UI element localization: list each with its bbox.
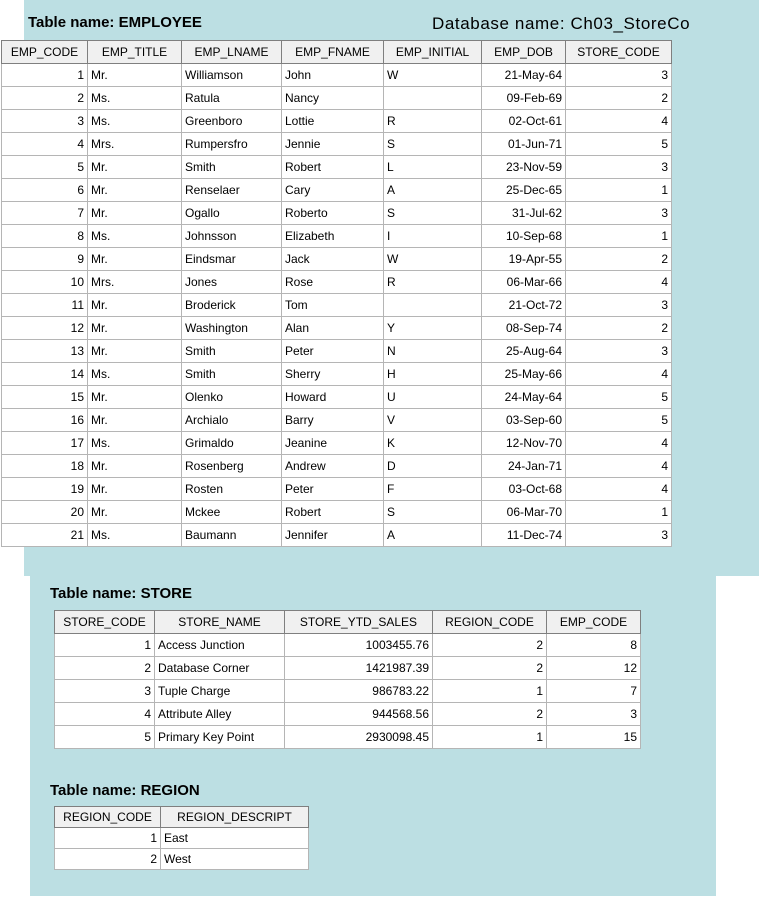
employee-cell: V xyxy=(384,409,482,432)
employee-cell: Renselaer xyxy=(182,179,282,202)
employee-cell: 18 xyxy=(2,455,88,478)
employee-cell: 2 xyxy=(566,248,672,271)
employee-cell: Mr. xyxy=(88,340,182,363)
store-table-row xyxy=(55,703,641,726)
store-header-row xyxy=(55,611,641,634)
employee-cell: Olenko xyxy=(182,386,282,409)
employee-table xyxy=(1,40,672,547)
employee-cell: 4 xyxy=(566,110,672,133)
store-cell: 2 xyxy=(433,634,547,657)
employee-cell: Mr. xyxy=(88,64,182,87)
store-cell: 4 xyxy=(55,703,155,726)
employee-cell: Peter xyxy=(282,478,384,501)
employee-cell: 25-Dec-65 xyxy=(482,179,566,202)
employee-cell: Barry xyxy=(282,409,384,432)
employee-cell: 8 xyxy=(2,225,88,248)
employee-cell: Andrew xyxy=(282,455,384,478)
employee-cell xyxy=(384,294,482,317)
employee-table-row xyxy=(2,179,672,202)
employee-cell: S xyxy=(384,501,482,524)
region-table-title: Table name: REGION xyxy=(50,782,200,799)
employee-cell: Peter xyxy=(282,340,384,363)
employee-cell: 11-Dec-74 xyxy=(482,524,566,547)
employee-cell: Rumpersfro xyxy=(182,133,282,156)
employee-cell: 3 xyxy=(566,64,672,87)
employee-cell: 10-Sep-68 xyxy=(482,225,566,248)
employee-cell: W xyxy=(384,64,482,87)
store-cell: Database Corner xyxy=(155,657,285,680)
employee-cell: 06-Mar-70 xyxy=(482,501,566,524)
employee-cell: Mr. xyxy=(88,386,182,409)
employee-cell: Ms. xyxy=(88,110,182,133)
store-table-row xyxy=(55,634,641,657)
employee-cell: Ms. xyxy=(88,87,182,110)
employee-cell: 1 xyxy=(566,501,672,524)
employee-cell: 6 xyxy=(2,179,88,202)
employee-cell: Eindsmar xyxy=(182,248,282,271)
employee-cell: R xyxy=(384,110,482,133)
employee-cell: 19-Apr-55 xyxy=(482,248,566,271)
store-column-header: EMP_CODE xyxy=(547,611,641,634)
employee-cell: 17 xyxy=(2,432,88,455)
employee-cell: Jack xyxy=(282,248,384,271)
employee-table-row xyxy=(2,340,672,363)
employee-cell: 3 xyxy=(2,110,88,133)
employee-cell: 4 xyxy=(2,133,88,156)
employee-cell: Mr. xyxy=(88,248,182,271)
store-cell: Primary Key Point xyxy=(155,726,285,749)
store-cell: 2 xyxy=(55,657,155,680)
employee-cell: Johnsson xyxy=(182,225,282,248)
employee-cell: Smith xyxy=(182,340,282,363)
employee-cell: 10 xyxy=(2,271,88,294)
employee-table-row xyxy=(2,363,672,386)
employee-column-header: EMP_DOB xyxy=(482,41,566,64)
employee-cell: 2 xyxy=(566,317,672,340)
store-table-title: Table name: STORE xyxy=(50,585,192,602)
employee-cell: Ogallo xyxy=(182,202,282,225)
employee-cell: U xyxy=(384,386,482,409)
employee-table-row xyxy=(2,432,672,455)
employee-cell: Mr. xyxy=(88,501,182,524)
employee-cell: 5 xyxy=(566,133,672,156)
employee-column-header: EMP_LNAME xyxy=(182,41,282,64)
employee-cell: Greenboro xyxy=(182,110,282,133)
employee-cell: Mr. xyxy=(88,409,182,432)
employee-cell: 24-May-64 xyxy=(482,386,566,409)
employee-cell: S xyxy=(384,133,482,156)
employee-cell: Nancy xyxy=(282,87,384,110)
employee-cell: Rosenberg xyxy=(182,455,282,478)
employee-table-row xyxy=(2,87,672,110)
store-column-header: STORE_NAME xyxy=(155,611,285,634)
employee-table-row xyxy=(2,478,672,501)
employee-cell: I xyxy=(384,225,482,248)
region-column-header: REGION_DESCRIPT xyxy=(161,807,309,828)
store-table-row xyxy=(55,680,641,703)
database-name-label: Database name: Ch03_StoreCo xyxy=(432,14,691,33)
employee-table-row xyxy=(2,409,672,432)
employee-cell: 02-Oct-61 xyxy=(482,110,566,133)
store-table-body xyxy=(55,634,641,749)
store-cell: 1421987.39 xyxy=(285,657,433,680)
employee-cell: 1 xyxy=(566,179,672,202)
employee-table-row xyxy=(2,455,672,478)
employee-cell: Tom xyxy=(282,294,384,317)
employee-cell: 14 xyxy=(2,363,88,386)
employee-table-row xyxy=(2,133,672,156)
employee-cell: Jones xyxy=(182,271,282,294)
employee-cell: Mrs. xyxy=(88,271,182,294)
employee-cell: A xyxy=(384,179,482,202)
employee-cell: Smith xyxy=(182,363,282,386)
employee-cell: Ratula xyxy=(182,87,282,110)
employee-cell: Robert xyxy=(282,501,384,524)
employee-column-header: STORE_CODE xyxy=(566,41,672,64)
employee-cell: 25-Aug-64 xyxy=(482,340,566,363)
employee-cell: Sherry xyxy=(282,363,384,386)
employee-cell: 03-Sep-60 xyxy=(482,409,566,432)
employee-cell: 3 xyxy=(566,202,672,225)
employee-table-row xyxy=(2,64,672,87)
region-cell: 2 xyxy=(55,849,161,870)
employee-table-row xyxy=(2,501,672,524)
employee-cell: 3 xyxy=(566,524,672,547)
store-cell: 3 xyxy=(55,680,155,703)
employee-cell: 31-Jul-62 xyxy=(482,202,566,225)
employee-cell: Alan xyxy=(282,317,384,340)
employee-cell: N xyxy=(384,340,482,363)
employee-cell: Ms. xyxy=(88,432,182,455)
region-table-row xyxy=(55,828,309,849)
store-cell: 15 xyxy=(547,726,641,749)
store-table xyxy=(54,610,641,749)
employee-column-header: EMP_FNAME xyxy=(282,41,384,64)
employee-cell: Ms. xyxy=(88,225,182,248)
employee-cell: Washington xyxy=(182,317,282,340)
employee-table-row xyxy=(2,294,672,317)
employee-cell: Mr. xyxy=(88,317,182,340)
employee-cell: 20 xyxy=(2,501,88,524)
employee-cell: Mr. xyxy=(88,478,182,501)
employee-cell: 2 xyxy=(566,87,672,110)
employee-cell: Mrs. xyxy=(88,133,182,156)
store-cell: Access Junction xyxy=(155,634,285,657)
employee-cell: 5 xyxy=(566,409,672,432)
store-cell: 7 xyxy=(547,680,641,703)
employee-cell: Rose xyxy=(282,271,384,294)
employee-column-header: EMP_TITLE xyxy=(88,41,182,64)
employee-cell: 4 xyxy=(566,478,672,501)
store-cell: 3 xyxy=(547,703,641,726)
store-cell: 2930098.45 xyxy=(285,726,433,749)
employee-cell: Lottie xyxy=(282,110,384,133)
store-cell: 1 xyxy=(55,634,155,657)
employee-cell xyxy=(384,87,482,110)
employee-cell: Mckee xyxy=(182,501,282,524)
employee-cell: Jeanine xyxy=(282,432,384,455)
employee-cell: 1 xyxy=(566,225,672,248)
employee-table-row xyxy=(2,225,672,248)
employee-cell: 9 xyxy=(2,248,88,271)
employee-column-header: EMP_CODE xyxy=(2,41,88,64)
region-cell: East xyxy=(161,828,309,849)
employee-cell: Robert xyxy=(282,156,384,179)
employee-cell: Mr. xyxy=(88,156,182,179)
employee-cell: 01-Jun-71 xyxy=(482,133,566,156)
employee-header-row xyxy=(2,41,672,64)
employee-cell: Williamson xyxy=(182,64,282,87)
employee-cell: Rosten xyxy=(182,478,282,501)
store-column-header: STORE_CODE xyxy=(55,611,155,634)
employee-cell: Y xyxy=(384,317,482,340)
employee-cell: Cary xyxy=(282,179,384,202)
store-cell: 986783.22 xyxy=(285,680,433,703)
employee-table-row xyxy=(2,271,672,294)
store-cell: 8 xyxy=(547,634,641,657)
employee-cell: 2 xyxy=(2,87,88,110)
employee-cell: Ms. xyxy=(88,363,182,386)
employee-cell: 09-Feb-69 xyxy=(482,87,566,110)
employee-table-row xyxy=(2,110,672,133)
store-cell: Tuple Charge xyxy=(155,680,285,703)
store-cell: 5 xyxy=(55,726,155,749)
employee-table-title: Table name: EMPLOYEE xyxy=(28,14,202,31)
employee-cell: Jennifer xyxy=(282,524,384,547)
employee-table-row xyxy=(2,386,672,409)
employee-cell: Howard xyxy=(282,386,384,409)
employee-cell: 15 xyxy=(2,386,88,409)
store-cell: 2 xyxy=(433,703,547,726)
employee-table-row xyxy=(2,317,672,340)
employee-table-row xyxy=(2,202,672,225)
employee-cell: Baumann xyxy=(182,524,282,547)
employee-cell: Smith xyxy=(182,156,282,179)
employee-cell: 25-May-66 xyxy=(482,363,566,386)
employee-cell: 24-Jan-71 xyxy=(482,455,566,478)
store-cell: 2 xyxy=(433,657,547,680)
employee-cell: F xyxy=(384,478,482,501)
employee-cell: 7 xyxy=(2,202,88,225)
employee-cell: Mr. xyxy=(88,179,182,202)
employee-cell: 5 xyxy=(2,156,88,179)
employee-cell: Roberto xyxy=(282,202,384,225)
employee-cell: 4 xyxy=(566,432,672,455)
employee-cell: 16 xyxy=(2,409,88,432)
employee-cell: 06-Mar-66 xyxy=(482,271,566,294)
region-table-body xyxy=(55,828,309,870)
employee-cell: H xyxy=(384,363,482,386)
employee-cell: 08-Sep-74 xyxy=(482,317,566,340)
store-table-row xyxy=(55,657,641,680)
employee-cell: S xyxy=(384,202,482,225)
employee-cell: Archialo xyxy=(182,409,282,432)
employee-table-row xyxy=(2,156,672,179)
store-column-header: STORE_YTD_SALES xyxy=(285,611,433,634)
region-table-row xyxy=(55,849,309,870)
employee-table-row xyxy=(2,524,672,547)
employee-cell: Mr. xyxy=(88,294,182,317)
employee-table-row xyxy=(2,248,672,271)
employee-cell: 4 xyxy=(566,271,672,294)
employee-cell: 21 xyxy=(2,524,88,547)
employee-table-body xyxy=(2,64,672,547)
store-cell: Attribute Alley xyxy=(155,703,285,726)
employee-cell: 4 xyxy=(566,363,672,386)
employee-cell: K xyxy=(384,432,482,455)
employee-cell: Elizabeth xyxy=(282,225,384,248)
store-cell: 1 xyxy=(433,726,547,749)
employee-cell: W xyxy=(384,248,482,271)
store-cell: 1003455.76 xyxy=(285,634,433,657)
employee-cell: 21-May-64 xyxy=(482,64,566,87)
region-header-row xyxy=(55,807,309,828)
employee-cell: 3 xyxy=(566,340,672,363)
employee-column-header: EMP_INITIAL xyxy=(384,41,482,64)
employee-cell: 11 xyxy=(2,294,88,317)
store-column-header: REGION_CODE xyxy=(433,611,547,634)
employee-cell: 4 xyxy=(566,455,672,478)
employee-cell: Ms. xyxy=(88,524,182,547)
store-table-row xyxy=(55,726,641,749)
employee-cell: 5 xyxy=(566,386,672,409)
employee-cell: 19 xyxy=(2,478,88,501)
employee-cell: Grimaldo xyxy=(182,432,282,455)
employee-cell: 1 xyxy=(2,64,88,87)
employee-cell: John xyxy=(282,64,384,87)
employee-cell: R xyxy=(384,271,482,294)
employee-cell: A xyxy=(384,524,482,547)
employee-cell: 3 xyxy=(566,294,672,317)
region-cell: West xyxy=(161,849,309,870)
employee-cell: Broderick xyxy=(182,294,282,317)
employee-cell: Mr. xyxy=(88,455,182,478)
region-table xyxy=(54,806,309,870)
employee-cell: 12 xyxy=(2,317,88,340)
employee-cell: 23-Nov-59 xyxy=(482,156,566,179)
employee-cell: 3 xyxy=(566,156,672,179)
employee-cell: 21-Oct-72 xyxy=(482,294,566,317)
employee-cell: 12-Nov-70 xyxy=(482,432,566,455)
region-cell: 1 xyxy=(55,828,161,849)
employee-cell: L xyxy=(384,156,482,179)
employee-cell: 13 xyxy=(2,340,88,363)
employee-cell: D xyxy=(384,455,482,478)
employee-cell: Jennie xyxy=(282,133,384,156)
employee-cell: Mr. xyxy=(88,202,182,225)
store-cell: 12 xyxy=(547,657,641,680)
store-cell: 944568.56 xyxy=(285,703,433,726)
employee-cell: 03-Oct-68 xyxy=(482,478,566,501)
store-cell: 1 xyxy=(433,680,547,703)
region-column-header: REGION_CODE xyxy=(55,807,161,828)
